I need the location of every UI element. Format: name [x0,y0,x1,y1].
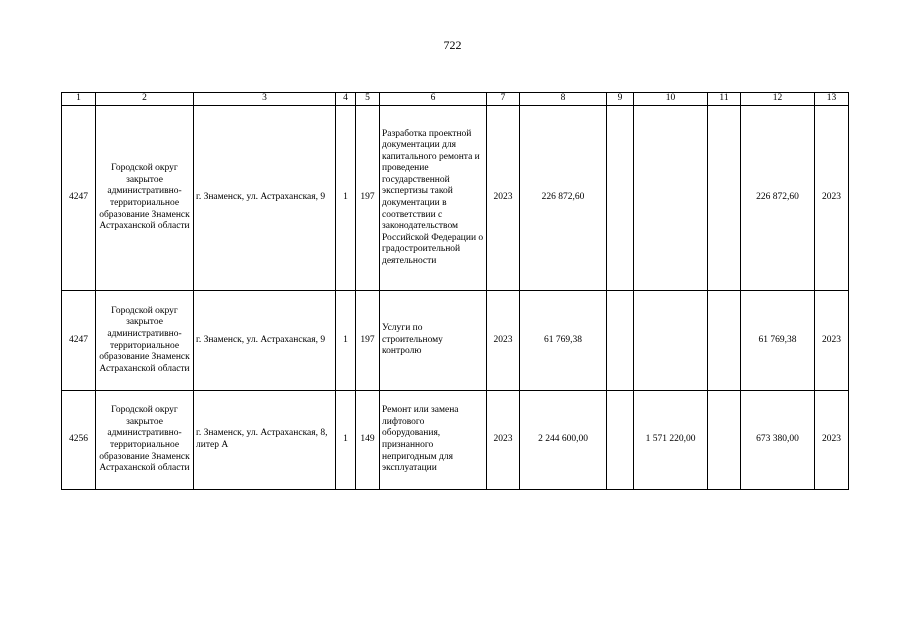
cell-total-cost: 61 769,38 [520,291,607,391]
cell-year: 2023 [487,106,520,291]
cell-number: 4256 [62,391,96,490]
cell-work-type: Услуги по строительному контролю [380,291,487,391]
register-table [61,92,849,490]
table-row [62,391,849,490]
cell-col10 [634,106,708,291]
cell-col5: 197 [356,106,380,291]
cell-total-cost: 226 872,60 [520,106,607,291]
cell-address: г. Знаменск, ул. Астраханская, 9 [194,291,336,391]
header-cell: 8 [520,93,607,106]
header-cell: 7 [487,93,520,106]
cell-number: 4247 [62,106,96,291]
cell-col5: 149 [356,391,380,490]
cell-col4: 1 [336,106,356,291]
cell-work-type: Разработка проектной документации для капитального ремонта и проведение государственной экспертизы такой документации в соответствии с законодательством Российской Федерации о градостроительной деятельности [380,106,487,291]
cell-municipality: Городской округ закрытое административно-территориальное образование Знаменск Астраханской области [96,291,194,391]
cell-col4: 1 [336,391,356,490]
header-cell: 9 [607,93,634,106]
cell-year: 2023 [487,291,520,391]
header-cell: 11 [708,93,741,106]
cell-work-type: Ремонт или замена лифтового оборудования, признанного непригодным для эксплуатации [380,391,487,490]
cell-col12: 61 769,38 [741,291,815,391]
cell-col9 [607,106,634,291]
cell-address: г. Знаменск, ул. Астраханская, 8, литер А [194,391,336,490]
cell-col11 [708,106,741,291]
cell-municipality: Городской округ закрытое административно-территориальное образование Знаменск Астраханской области [96,391,194,490]
cell-col10 [634,291,708,391]
cell-col5: 197 [356,291,380,391]
cell-col9 [607,391,634,490]
header-cell: 13 [815,93,849,106]
header-cell: 5 [356,93,380,106]
cell-col13: 2023 [815,291,849,391]
cell-col10: 1 571 220,00 [634,391,708,490]
cell-col9 [607,291,634,391]
cell-col12: 673 380,00 [741,391,815,490]
header-cell: 10 [634,93,708,106]
page-number: 722 [443,38,462,52]
table-row [62,291,849,391]
cell-col13: 2023 [815,106,849,291]
cell-col12: 226 872,60 [741,106,815,291]
cell-col13: 2023 [815,391,849,490]
header-cell: 2 [96,93,194,106]
cell-col11 [708,291,741,391]
header-cell: 3 [194,93,336,106]
header-cell: 4 [336,93,356,106]
cell-address: г. Знаменск, ул. Астраханская, 9 [194,106,336,291]
header-cell: 1 [62,93,96,106]
cell-total-cost: 2 244 600,00 [520,391,607,490]
header-cell: 12 [741,93,815,106]
table-row [62,106,849,291]
cell-number: 4247 [62,291,96,391]
cell-col4: 1 [336,291,356,391]
cell-municipality: Городской округ закрытое административно-территориальное образование Знаменск Астраханской области [96,106,194,291]
cell-year: 2023 [487,391,520,490]
cell-col11 [708,391,741,490]
header-row [62,93,849,106]
header-cell: 6 [380,93,487,106]
